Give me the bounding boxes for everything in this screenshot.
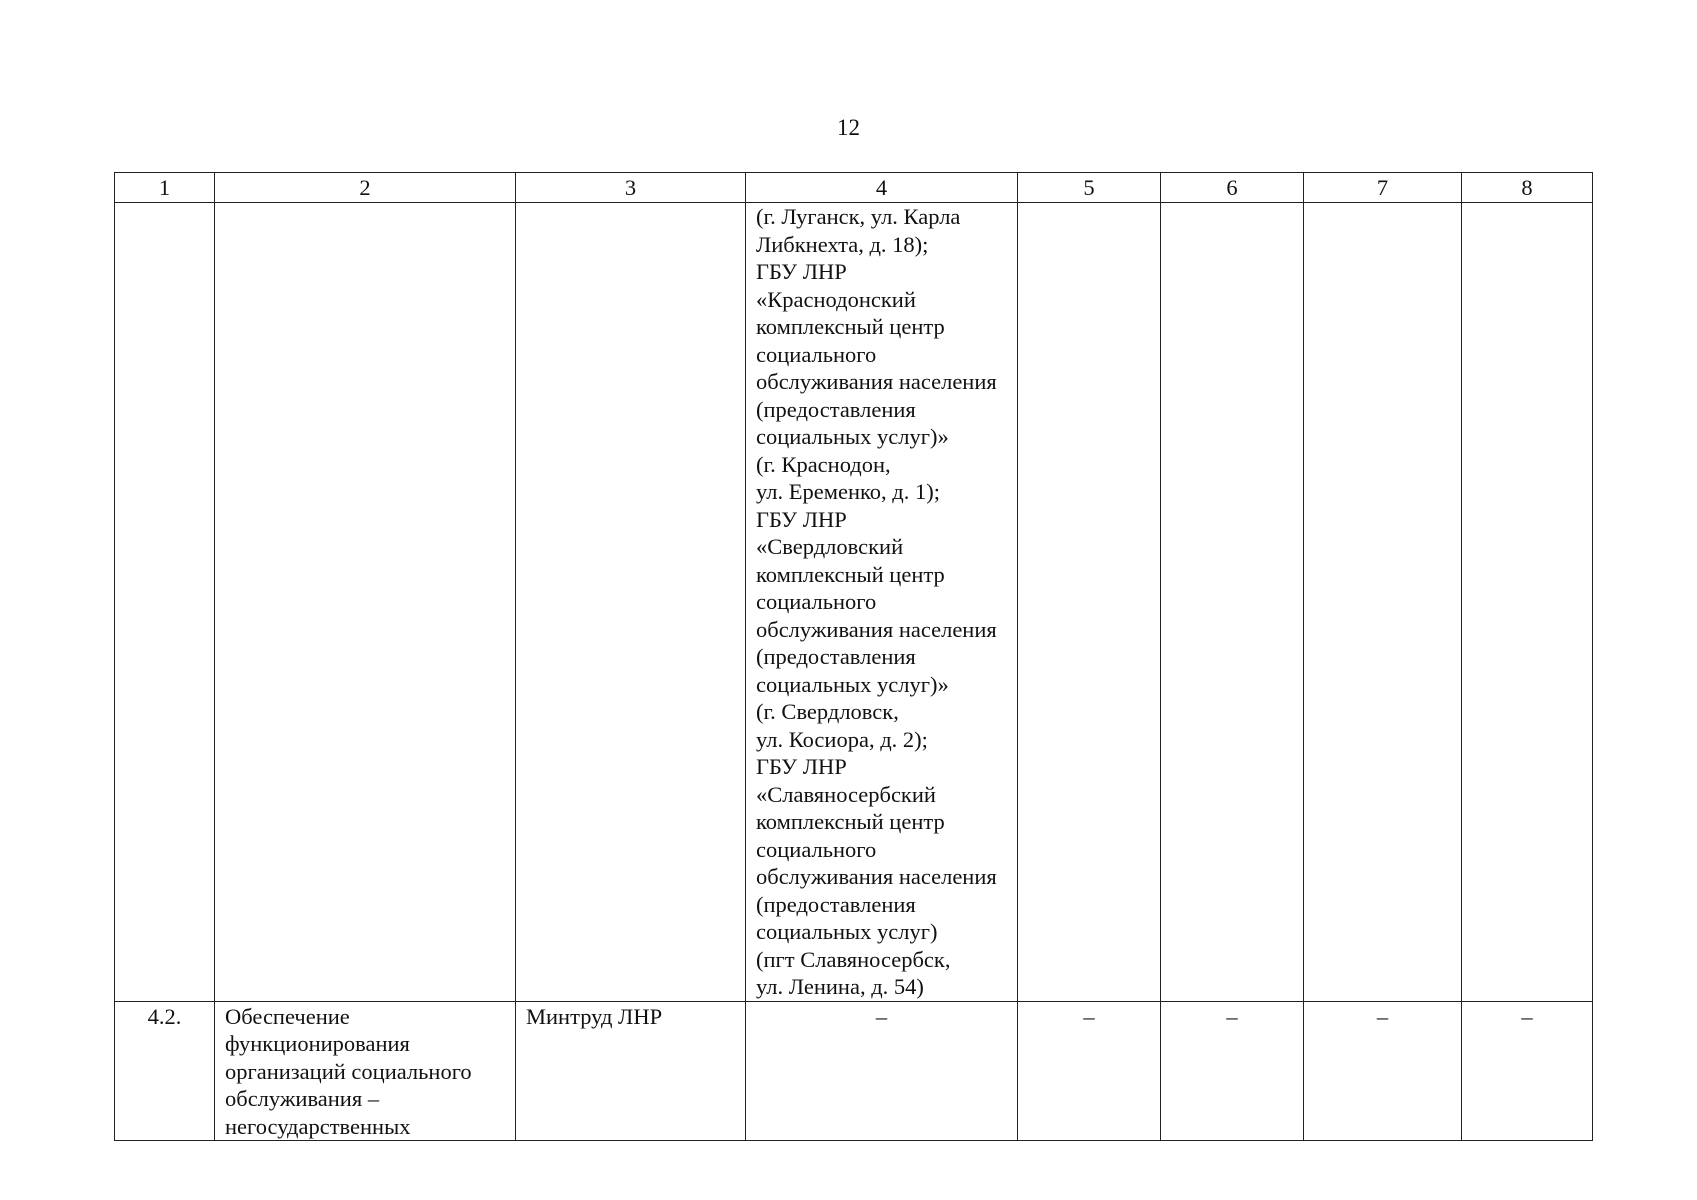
header-cell-3: 3 <box>516 173 746 203</box>
cell-organizations-list: (г. Луганск, ул. Карла Либкнехта, д. 18); ГБУ ЛНР «Краснодонский комплексный центр социального обслуживания населения (предоставления социальных услуг)» (г. Краснодон, ул. Еременко, д. 1); ГБУ ЛНР «Свердловский комплексный центр социального обслуживания населения (предоставления социальных услуг)» (г. Свердловск, ул. Косиора, д. 2); ГБУ ЛНР «Славяносербский комплексный центр социального обслуживания населения (предоставления социальных услуг) (пгт Славяносербск, ул. Ленина, д. 54) <box>746 203 1018 1002</box>
cell-col8-dash: – <box>1462 1001 1593 1141</box>
header-cell-4: 4 <box>746 173 1018 203</box>
header-cell-1: 1 <box>115 173 215 203</box>
cell-empty <box>1304 203 1462 1002</box>
cell-col5-dash: – <box>1018 1001 1161 1141</box>
cell-item-number: 4.2. <box>115 1001 215 1141</box>
cell-col7-dash: – <box>1304 1001 1462 1141</box>
page-number: 12 <box>837 115 860 140</box>
cell-item-description: Обеспечение функционирования организаций социального обслуживания – негосударственных <box>215 1001 516 1141</box>
document-table <box>114 172 1593 1141</box>
header-cell-5: 5 <box>1018 173 1161 203</box>
cell-empty <box>115 203 215 1002</box>
cell-empty <box>215 203 516 1002</box>
cell-col4-dash: – <box>746 1001 1018 1141</box>
cell-empty <box>1161 203 1304 1002</box>
cell-empty <box>1018 203 1161 1002</box>
header-cell-2: 2 <box>215 173 516 203</box>
table-header-row <box>115 173 1593 203</box>
cell-responsible: Минтруд ЛНР <box>516 1001 746 1141</box>
header-cell-6: 6 <box>1161 173 1304 203</box>
cell-empty <box>516 203 746 1002</box>
table-row-4-2 <box>115 1001 1593 1141</box>
cell-empty <box>1462 203 1593 1002</box>
header-cell-7: 7 <box>1304 173 1462 203</box>
cell-col6-dash: – <box>1161 1001 1304 1141</box>
table-row-continuation <box>115 203 1593 1002</box>
header-cell-8: 8 <box>1462 173 1593 203</box>
